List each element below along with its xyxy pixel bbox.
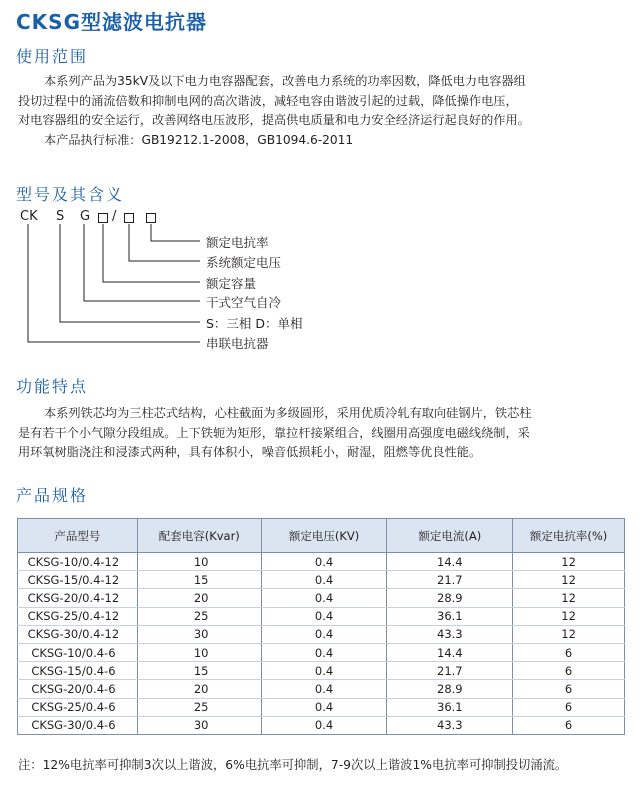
cell-model: CKSG-30/0.4-12 <box>18 625 138 643</box>
cell-capacity: 10 <box>137 643 261 661</box>
cell-capacity: 30 <box>137 625 261 643</box>
connector-cooling <box>84 224 200 301</box>
usage-heading: 使用范围 <box>16 47 89 66</box>
cell-voltage: 0.4 <box>261 571 387 589</box>
table-row <box>18 625 625 643</box>
cell-voltage: 0.4 <box>261 698 387 716</box>
cell-reactance: 6 <box>513 662 625 680</box>
cell-reactance: 12 <box>513 589 625 607</box>
cell-voltage: 0.4 <box>261 589 387 607</box>
table-row <box>18 553 625 571</box>
connector-series <box>28 224 200 342</box>
cell-model: CKSG-15/0.4-12 <box>18 571 138 589</box>
cell-model: CKSG-20/0.4-12 <box>18 589 138 607</box>
cell-model: CKSG-25/0.4-12 <box>18 607 138 625</box>
connector-phase <box>60 224 200 322</box>
spec-table <box>17 518 625 735</box>
label-cooling: 干式空气自冷 <box>206 295 282 310</box>
cell-capacity: 20 <box>137 680 261 698</box>
cell-reactance: 6 <box>513 698 625 716</box>
cell-voltage: 0.4 <box>261 643 387 661</box>
table-row <box>18 571 625 589</box>
table-row <box>18 698 625 716</box>
column-header: 额定电抗率(%) <box>513 519 625 553</box>
cell-current: 28.9 <box>387 589 513 607</box>
cell-current: 36.1 <box>387 607 513 625</box>
code-slash: / <box>112 209 117 224</box>
connector-lines <box>0 0 640 360</box>
cell-capacity: 25 <box>137 607 261 625</box>
features-heading: 功能特点 <box>16 377 89 396</box>
cell-reactance: 12 <box>513 571 625 589</box>
cell-reactance: 12 <box>513 625 625 643</box>
cell-voltage: 0.4 <box>261 716 387 734</box>
table-row <box>18 589 625 607</box>
cell-voltage: 0.4 <box>261 662 387 680</box>
cell-model: CKSG-10/0.4-12 <box>18 553 138 571</box>
label-system-voltage: 系统额定电压 <box>206 255 282 270</box>
column-header: 产品型号 <box>18 519 138 553</box>
connector-voltage <box>129 224 200 261</box>
column-header: 额定电压(KV) <box>261 519 387 553</box>
cell-reactance: 12 <box>513 553 625 571</box>
label-series-reactor: 串联电抗器 <box>206 336 269 351</box>
code-box-voltage <box>124 213 134 223</box>
cell-current: 14.4 <box>387 643 513 661</box>
cell-reactance: 12 <box>513 607 625 625</box>
cell-model: CKSG-10/0.4-6 <box>18 643 138 661</box>
cell-capacity: 20 <box>137 589 261 607</box>
column-header: 配套电容(Kvar) <box>137 519 261 553</box>
label-rated-capacity: 额定容量 <box>206 276 257 291</box>
cell-current: 14.4 <box>387 553 513 571</box>
cell-current: 43.3 <box>387 716 513 734</box>
cell-current: 21.7 <box>387 571 513 589</box>
features-paragraph <box>18 404 628 463</box>
usage-standard: 本产品执行标准：GB19212.1-2008，GB1094.6-2011 <box>44 132 354 147</box>
specs-heading: 产品规格 <box>16 486 89 505</box>
cell-model: CKSG-20/0.4-6 <box>18 680 138 698</box>
table-header-row <box>18 519 625 553</box>
page-title: CKSG型滤波电抗器 <box>16 10 207 34</box>
cell-capacity: 30 <box>137 716 261 734</box>
cell-reactance: 6 <box>513 643 625 661</box>
cell-current: 21.7 <box>387 662 513 680</box>
footnote: 注：12%电抗率可抑制3次以上谐波，6%电抗率可抑制，7-9次以上谐波1%电抗率可抑制投切涌流。 <box>18 758 568 772</box>
features-line: 本系列铁芯均为三柱芯式结构，心柱截面为多级圆形，采用优质冷轧有取向硅钢片，铁芯柱 <box>44 406 532 420</box>
cell-voltage: 0.4 <box>261 625 387 643</box>
table-row <box>18 643 625 661</box>
code-box-capacity <box>98 213 108 223</box>
label-reactance-rate: 额定电抗率 <box>206 235 269 250</box>
cell-reactance: 6 <box>513 716 625 734</box>
cell-model: CKSG-25/0.4-6 <box>18 698 138 716</box>
cell-model: CKSG-30/0.4-6 <box>18 716 138 734</box>
usage-line: 本系列产品为35kV及以下电力电容器配套，改善电力系统的功率因数，降低电力电容器组 <box>44 74 526 88</box>
code-ck: CK <box>20 209 38 224</box>
usage-paragraph <box>18 72 628 150</box>
cell-model: CKSG-15/0.4-6 <box>18 662 138 680</box>
cell-voltage: 0.4 <box>261 553 387 571</box>
connector-capacity <box>103 224 200 282</box>
cell-current: 36.1 <box>387 698 513 716</box>
code-box-reactance <box>146 213 156 223</box>
features-line: 是有若干个小气隙分段组成。上下铁轭为矩形，靠拉杆接紧组合，线圈用高强度电磁线绕制，采 <box>18 425 530 440</box>
usage-line: 对电容器组的安全运行，改善网络电压波形，提高供电质量和电力安全经济运行起良好的作用。 <box>18 113 530 127</box>
column-header: 额定电流(A) <box>387 519 513 553</box>
table-row <box>18 662 625 680</box>
code-s: S <box>56 209 65 224</box>
connector-reactance <box>151 224 200 241</box>
cell-current: 43.3 <box>387 625 513 643</box>
table-row <box>18 607 625 625</box>
cell-current: 28.9 <box>387 680 513 698</box>
cell-reactance: 6 <box>513 680 625 698</box>
features-line: 用环氧树脂浇注和浸漆式两种，具有体积小，噪音低损耗小，耐湿，阻燃等优良性能。 <box>18 445 482 459</box>
cell-capacity: 15 <box>137 571 261 589</box>
cell-voltage: 0.4 <box>261 607 387 625</box>
cell-capacity: 15 <box>137 662 261 680</box>
cell-capacity: 10 <box>137 553 261 571</box>
table-row <box>18 716 625 734</box>
cell-voltage: 0.4 <box>261 680 387 698</box>
table-row <box>18 680 625 698</box>
model-heading: 型号及其含义 <box>16 185 125 204</box>
cell-capacity: 25 <box>137 698 261 716</box>
label-phase: S：三相 D：单相 <box>206 316 303 331</box>
usage-line: 投切过程中的涌流倍数和抑制电网的高次谐波，减轻电容由谐波引起的过载，降低操作电压， <box>18 93 518 108</box>
code-g: G <box>80 209 91 224</box>
